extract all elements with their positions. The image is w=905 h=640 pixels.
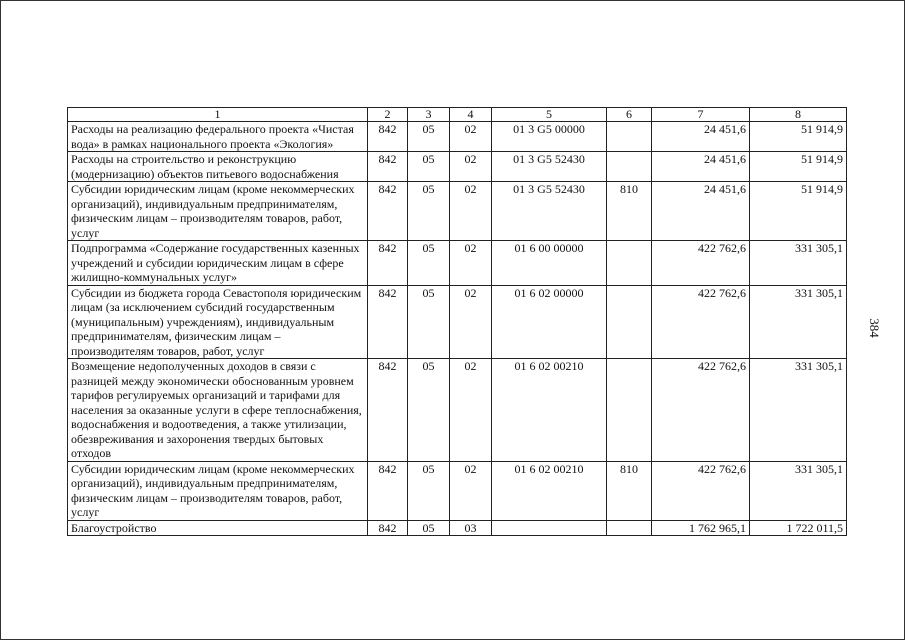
table-row: [68, 182, 847, 241]
row-admin-code: 842: [368, 122, 408, 152]
row-name: Субсидии юридическим лицам (кроме некоммерческих организаций), индивидуальным предпринимателям, физическим лицам – производителям товаров, работ, услуг: [68, 182, 368, 241]
row-admin-code: 842: [368, 182, 408, 241]
row-amount-1: 24 451,6: [652, 122, 750, 152]
row-expense-type: [607, 520, 652, 536]
row-expense-type: 810: [607, 461, 652, 520]
row-expense-type: [607, 285, 652, 359]
row-amount-1: 24 451,6: [652, 152, 750, 182]
row-subsection: 02: [450, 182, 492, 241]
row-section: 05: [408, 359, 450, 462]
table-row: [68, 520, 847, 536]
col-header-4: 4: [450, 108, 492, 122]
row-target-article: 01 3 G5 52430: [492, 152, 607, 182]
row-name: Субсидии из бюджета города Севастополя юридическим лицам (за исключением субсидий государственным (муниципальным) учреждениям), индивидуальным предпринимателям, физическим лицам – производителям товаров, работ, услуг: [68, 285, 368, 359]
row-admin-code: 842: [368, 520, 408, 536]
row-target-article: 01 6 00 00000: [492, 241, 607, 286]
row-admin-code: 842: [368, 241, 408, 286]
row-amount-2: 51 914,9: [750, 182, 847, 241]
row-amount-1: 422 762,6: [652, 285, 750, 359]
col-header-2: 2: [368, 108, 408, 122]
table-row: [68, 359, 847, 462]
row-subsection: 02: [450, 461, 492, 520]
row-subsection: 02: [450, 241, 492, 286]
row-amount-2: 51 914,9: [750, 122, 847, 152]
row-target-article: 01 6 02 00210: [492, 359, 607, 462]
row-subsection: 02: [450, 285, 492, 359]
header-row: [68, 108, 847, 122]
row-name: Субсидии юридическим лицам (кроме некоммерческих организаций), индивидуальным предпринимателям, физическим лицам – производителям товаров, работ, услуг: [68, 461, 368, 520]
col-header-6: 6: [607, 108, 652, 122]
table-row: [68, 152, 847, 182]
row-expense-type: [607, 241, 652, 286]
row-amount-1: 422 762,6: [652, 461, 750, 520]
page-number: 384: [867, 318, 882, 338]
row-amount-2: 1 722 011,5: [750, 520, 847, 536]
row-target-article: 01 3 G5 00000: [492, 122, 607, 152]
row-section: 05: [408, 520, 450, 536]
row-admin-code: 842: [368, 461, 408, 520]
row-amount-2: 331 305,1: [750, 241, 847, 286]
row-amount-2: 331 305,1: [750, 359, 847, 462]
row-name: Возмещение недополученных доходов в связи с разницей между экономически обоснованным уровнем тарифов регулируемых организаций и тарифами для населения за оказанные услуги в сфере теплоснабжения, водоснабжения и водоотведения, а также утилизации, обезвреживания и захоронения твердых бытовых отходов: [68, 359, 368, 462]
row-amount-1: 24 451,6: [652, 182, 750, 241]
row-expense-type: [607, 152, 652, 182]
col-header-8: 8: [750, 108, 847, 122]
row-admin-code: 842: [368, 285, 408, 359]
row-expense-type: [607, 359, 652, 462]
col-header-1: 1: [68, 108, 368, 122]
table-row: [68, 241, 847, 286]
row-section: 05: [408, 122, 450, 152]
row-subsection: 03: [450, 520, 492, 536]
col-header-7: 7: [652, 108, 750, 122]
row-subsection: 02: [450, 122, 492, 152]
row-subsection: 02: [450, 152, 492, 182]
row-amount-1: 1 762 965,1: [652, 520, 750, 536]
col-header-5: 5: [492, 108, 607, 122]
row-name: Благоустройство: [68, 520, 368, 536]
row-target-article: 01 6 02 00000: [492, 285, 607, 359]
row-expense-type: 810: [607, 182, 652, 241]
row-amount-2: 331 305,1: [750, 285, 847, 359]
budget-table: [67, 107, 847, 536]
row-amount-2: 51 914,9: [750, 152, 847, 182]
row-target-article: 01 3 G5 52430: [492, 182, 607, 241]
row-admin-code: 842: [368, 359, 408, 462]
col-header-3: 3: [408, 108, 450, 122]
row-amount-1: 422 762,6: [652, 359, 750, 462]
table-row: [68, 285, 847, 359]
row-subsection: 02: [450, 359, 492, 462]
row-section: 05: [408, 152, 450, 182]
row-admin-code: 842: [368, 152, 408, 182]
row-section: 05: [408, 285, 450, 359]
row-expense-type: [607, 122, 652, 152]
row-amount-1: 422 762,6: [652, 241, 750, 286]
row-name: Расходы на реализацию федерального проекта «Чистая вода» в рамках национального проекта «Экология»: [68, 122, 368, 152]
row-section: 05: [408, 241, 450, 286]
row-amount-2: 331 305,1: [750, 461, 847, 520]
row-name: Расходы на строительство и реконструкцию (модернизацию) объектов питьевого водоснабжения: [68, 152, 368, 182]
row-target-article: [492, 520, 607, 536]
table-row: [68, 461, 847, 520]
row-section: 05: [408, 461, 450, 520]
row-target-article: 01 6 02 00210: [492, 461, 607, 520]
table-row: [68, 122, 847, 152]
row-name: Подпрограмма «Содержание государственных казенных учреждений и субсидии юридическим лицам в сфере жилищно-коммунальных услуг»: [68, 241, 368, 286]
row-section: 05: [408, 182, 450, 241]
